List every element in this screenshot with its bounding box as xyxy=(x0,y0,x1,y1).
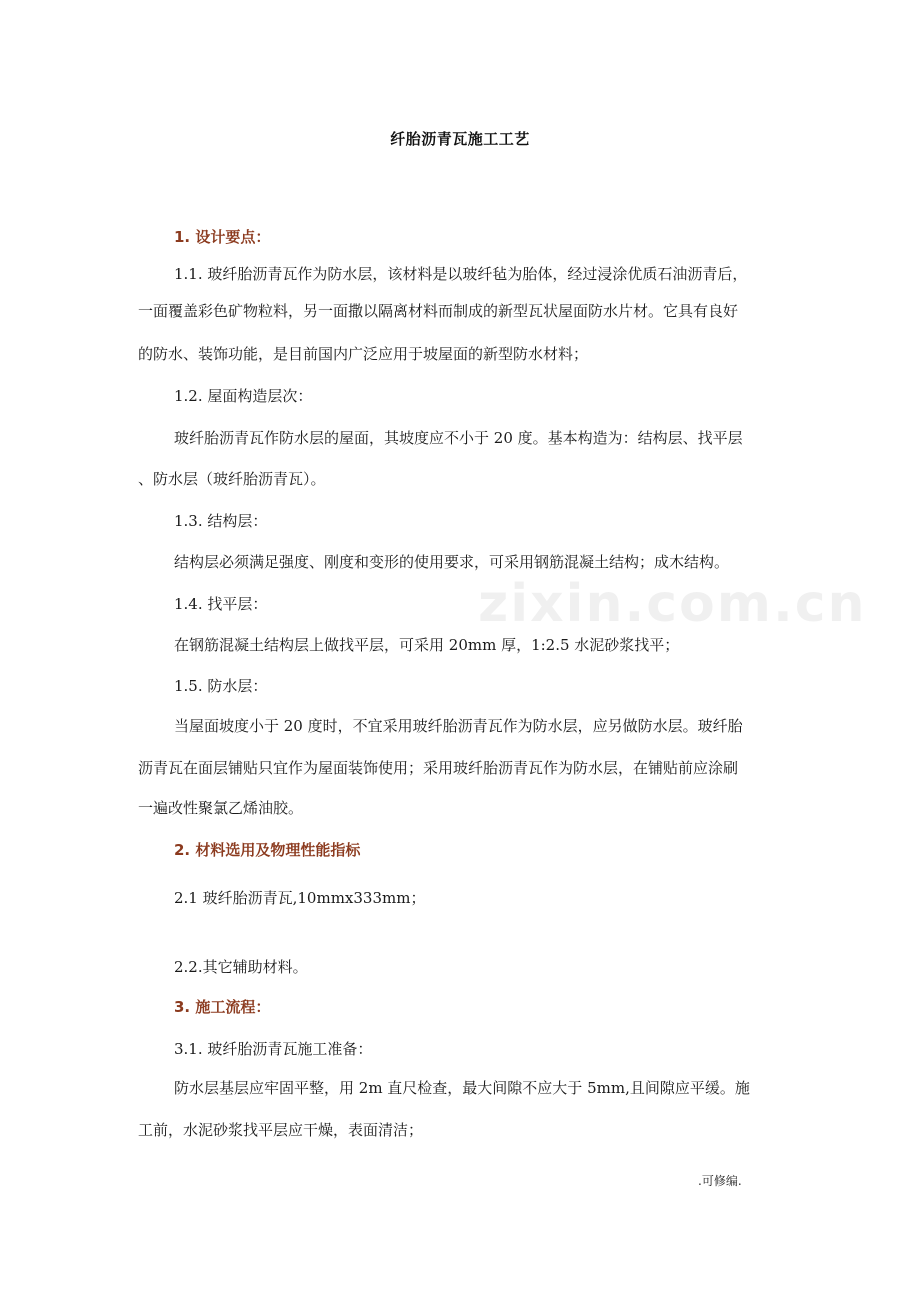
subsection-heading: 1.2. 屋面构造层次： xyxy=(174,387,313,405)
subsection-heading: 3.1. 玻纤胎沥青瓦施工准备： xyxy=(174,1040,373,1058)
section-heading-1: 1. 设计要点： xyxy=(174,228,271,246)
watermark: zixin.com.cn xyxy=(478,574,867,634)
paragraph-line: 、防水层（玻纤胎沥青瓦）。 xyxy=(138,470,326,488)
section-heading-3: 3. 施工流程： xyxy=(174,998,271,1016)
subsection-heading: 1.3. 结构层： xyxy=(174,512,268,530)
paragraph-line: 工前，水泥砂浆找平层应干燥，表面清洁； xyxy=(138,1121,424,1139)
paragraph-line: 一遍改性聚氯乙烯油胶。 xyxy=(138,799,304,817)
paragraph-line: 沥青瓦在面层铺贴只宜作为屋面装饰使用；采用玻纤胎沥青瓦作为防水层，在铺贴前应涂刷 xyxy=(138,759,739,777)
paragraph-line: 2.1 玻纤胎沥青瓦,10mmx333mm； xyxy=(174,889,426,907)
paragraph-line: 在钢筋混凝土结构层上做找平层，可采用 20mm 厚，1:2.5 水泥砂浆找平； xyxy=(174,636,680,654)
paragraph-line: 防水层基层应牢固平整，用 2m 直尺检查，最大间隙不应大于 5mm,且间隙应平缓。施 xyxy=(174,1079,750,1097)
subsection-heading: 1.4. 找平层： xyxy=(174,595,268,613)
page-footer: .可修编. xyxy=(698,1174,742,1188)
paragraph-line: 2.2.其它辅助材料。 xyxy=(174,958,308,976)
subsection-heading: 1.5. 防水层： xyxy=(174,677,268,695)
document-title: 纤胎沥青瓦施工工艺 xyxy=(390,130,530,148)
section-heading-2: 2. 材料选用及物理性能指标 xyxy=(174,841,361,859)
paragraph-line: 一面覆盖彩色矿物粒料，另一面撒以隔离材料而制成的新型瓦状屋面防水片材。它具有良好 xyxy=(138,302,739,320)
paragraph-line: 1.1. 玻纤胎沥青瓦作为防水层，该材料是以玻纤毡为胎体，经过浸涂优质石油沥青后， xyxy=(174,265,748,283)
paragraph-line: 的防水、装饰功能，是目前国内广泛应用于坡屋面的新型防水材料； xyxy=(138,345,589,363)
paragraph-line: 结构层必须满足强度、刚度和变形的使用要求，可采用钢筋混凝土结构；成木结构。 xyxy=(174,553,730,571)
paragraph-line: 当屋面坡度小于 20 度时，不宜采用玻纤胎沥青瓦作为防水层，应另做防水层。玻纤胎 xyxy=(174,717,743,735)
paragraph-line: 玻纤胎沥青瓦作防水层的屋面，其坡度应不小于 20 度。基本构造为：结构层、找平层 xyxy=(174,429,743,447)
